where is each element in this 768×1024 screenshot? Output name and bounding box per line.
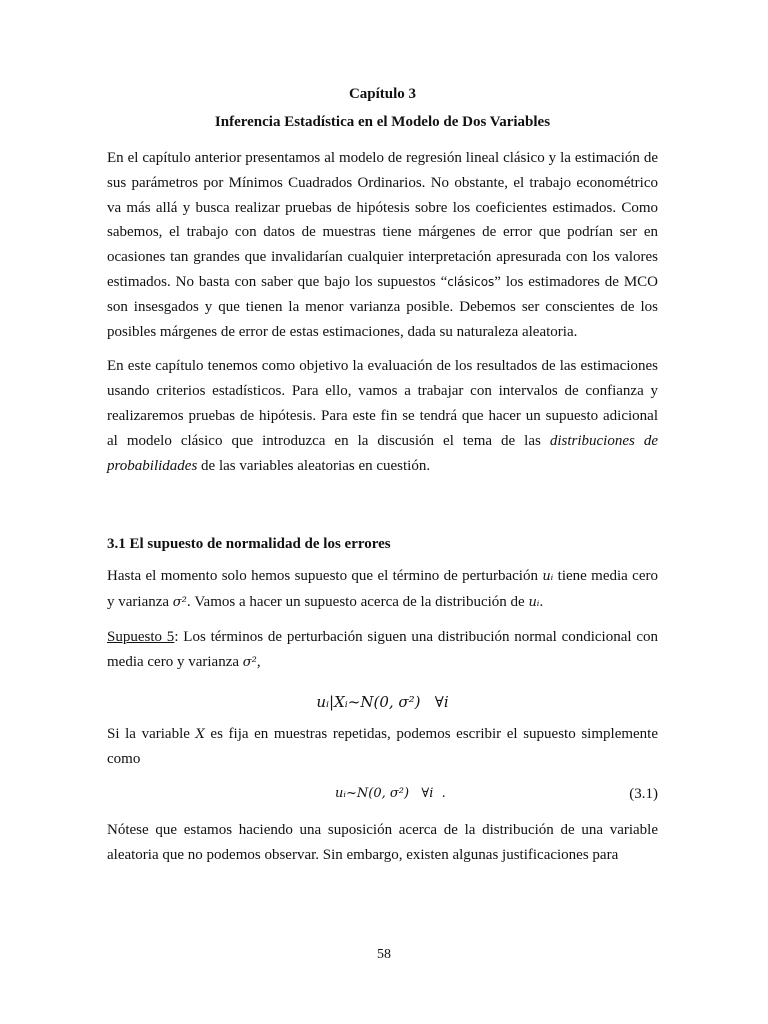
math-symbol: uᵢ [528,595,540,611]
text-run: , [256,653,261,670]
page-number: 58 [377,947,391,962]
equation-row [107,782,658,806]
math-symbol: σ² [242,654,257,670]
section-paragraph-2 [107,722,658,773]
text-run: tiene media cero y varianza [107,568,658,611]
equation-number: (3.1) [629,786,658,803]
math-symbol: σ² [172,595,187,611]
intro-paragraph-1 [107,146,658,344]
text-run: En el capítulo anterior presentamos al modelo de regresión lineal clásico y la estimación de sus parámetros por Mínimos Cuadrados Ordinarios. No obstante, el trabajo econométrico va más allá y busca realizar pruebas de hipótesis sobre los coeficientes estimados. Como sabemos, el trabajo con datos de muestras tiene márgenes de error que podrían ser en ocasiones tan grandes que invalidarían cualquier interpretación apresurada con los valores estimados. No basta con saber que bajo los supuestos “ [107,150,658,290]
text-run: Si la variable [107,725,196,742]
text-run: ” los estimadores de MCO son insesgados y que tienen la menor varianza posible. Debemos ser conscientes de los posibles márgenes de error de estas estimaciones, dada su naturaleza aleatoria. [107,273,659,340]
text-run: Hasta el momento solo hemos supuesto que el término de perturbación [107,568,543,585]
chapter-label: Capítulo 3 [348,86,417,102]
document-page [107,84,658,868]
text-run: . Vamos a hacer un supuesto acerca de la distribución de [186,594,529,611]
intro-paragraph-2 [107,354,658,478]
equation-3-1: uᵢ~N(0, σ²) ∀i . [335,786,446,802]
text-run: . [539,594,544,611]
math-symbol: X [195,726,205,742]
chapter-title: Inferencia Estadística en el Modelo de Dos Variables [214,114,551,130]
equation-assumption: uᵢ|Xᵢ~N(0, σ²) ∀i [316,692,449,711]
text-run: es fija en muestras repetidas, podemos escribir el supuesto simplemente como [107,725,658,768]
quoted-word: clásicos [447,274,495,289]
assumption-label: Supuesto 5 [107,628,175,645]
text-run: : Los términos de perturbación siguen una distribución normal condicional con media cero y varianza [107,628,658,670]
section-paragraph-3: Nótese que estamos haciendo una suposición acerca de la distribución de una variable aleatoria que no podemos observar. Sin embargo, existen algunas justificaciones para [107,822,658,863]
math-symbol: uᵢ [542,569,554,585]
section-paragraph-1 [107,564,658,616]
section-heading: 3.1 El supuesto de normalidad de los errores [107,536,391,553]
assumption-paragraph [107,625,658,676]
text-run: En este capítulo tenemos como objetivo la evaluación de los resultados de las estimaciones usando criterios estadísticos. Para ello, vamos a trabajar con intervalos de confianza y realizaremos pruebas de hipótesis. Para este fin se tendrá que hacer un supuesto adicional al modelo clásico que introduzca en la discusión el tema de las [107,358,658,449]
italic-term: distribuciones de probabilidades [107,432,658,474]
text-run: de las variables aleatorias en cuestión. [197,457,431,474]
